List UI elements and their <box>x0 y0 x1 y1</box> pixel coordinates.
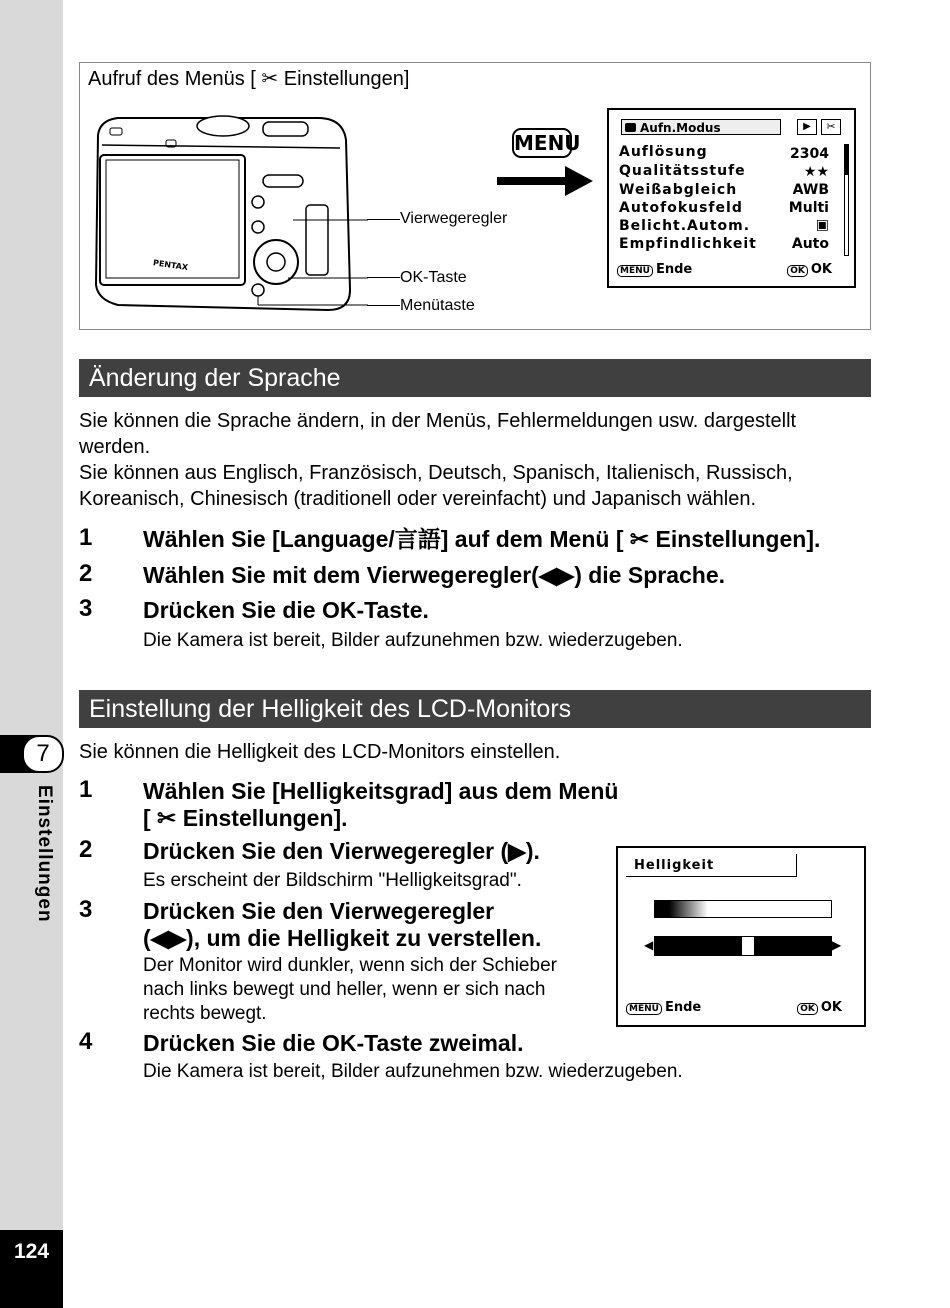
step-number: 2 <box>79 836 93 863</box>
step-title: Wählen Sie [Language/言語] auf dem Menü [ ✂ Einstellungen]. <box>143 526 821 552</box>
menu-row-label: Belicht.Autom. <box>619 218 751 234</box>
section-header: Einstellung der Helligkeit des LCD-Monitors <box>79 690 871 728</box>
slider-right-arrow-icon: ▶ <box>832 938 842 952</box>
menu-row-value: Multi <box>788 200 829 216</box>
section-header: Änderung der Sprache <box>79 359 871 397</box>
intro-line: werden. <box>79 436 151 458</box>
dial-callout: Vierwegeregler <box>400 210 508 227</box>
camera-illustration <box>88 100 368 315</box>
menu-key-icon: MENU <box>617 265 653 277</box>
slider-knob[interactable] <box>741 936 755 956</box>
step-title: Wählen Sie mit dem Vierwegeregler(◀▶) die Sprache. <box>143 562 726 588</box>
menu-tab-label: Aufn.Modus <box>640 121 721 135</box>
menu-row-value: Auto <box>791 236 829 252</box>
figure-title: Aufruf des Menüs [ ✂ Einstellungen] <box>88 68 410 90</box>
menu-key-icon: MENU <box>626 1003 662 1015</box>
intro-line: Sie können die Sprache ändern, in der Menüs, Fehlermeldungen usw. dargestellt <box>79 410 797 432</box>
brightness-title: Helligkeit <box>634 858 715 873</box>
menu-button-icon: MENU <box>512 128 572 158</box>
camera-icon <box>625 123 636 132</box>
menu-row-label: Empfindlichkeit <box>619 236 757 252</box>
menu-row-value: ▣ <box>815 217 829 233</box>
step-number: 3 <box>79 896 93 923</box>
step-number: 1 <box>79 524 93 551</box>
menu-row-value: 2304 <box>790 146 829 162</box>
settings-tab-icon: ✂ <box>821 119 841 135</box>
arrow-right-icon <box>497 166 593 196</box>
step-number: 2 <box>79 560 93 587</box>
menu-row-label: Weißabgleich <box>619 182 738 198</box>
section-intro <box>79 408 796 512</box>
end-label: Ende <box>664 1000 702 1015</box>
step-note: Der Monitor wird dunkler, wenn sich der Schieber nach links bewegt und heller, wenn er sich nach rechts bewegt. <box>143 955 557 1024</box>
chapter-label: Einstellungen <box>34 785 55 923</box>
brightness-screen <box>616 846 866 1027</box>
ok-key-icon: OK <box>797 1003 818 1015</box>
camera-brand: PENTAX <box>152 258 189 273</box>
step-title: Drücken Sie die OK-Taste zweimal. <box>143 1030 524 1056</box>
brightness-slider[interactable] <box>654 936 832 956</box>
menu-row-label: Autofokusfeld <box>619 200 743 216</box>
slider-left-arrow-icon: ◀ <box>644 938 654 952</box>
menu-row-label: Auflösung <box>619 144 708 160</box>
menu-row-label: Qualitätsstufe <box>619 163 746 179</box>
intro-line: Sie können aus Englisch, Französisch, Deutsch, Spanisch, Italienisch, Russisch, <box>79 462 793 484</box>
menu-row-value: AWB <box>792 182 829 198</box>
ok-callout: OK-Taste <box>400 269 467 286</box>
menu-tab-bar <box>621 119 781 135</box>
playback-tab-icon: ▶ <box>797 119 817 135</box>
section-intro: Sie können die Helligkeit des LCD-Monitors einstellen. <box>79 741 561 763</box>
step-title: Drücken Sie den Vierwegeregler (▶). <box>143 838 540 864</box>
step-note: Es erscheint der Bildschirm "Helligkeitsgrad". <box>143 870 522 891</box>
brightness-gradient <box>654 900 832 918</box>
step-note: Die Kamera ist bereit, Bilder aufzunehmen bzw. wiederzugeben. <box>143 630 683 651</box>
step-title: Wählen Sie [Helligkeitsgrad] aus dem Menü [ ✂ Einstellungen]. <box>143 778 619 831</box>
menu-callout: Menütaste <box>400 297 475 314</box>
ok-label: OK <box>820 1000 842 1015</box>
step-number: 3 <box>79 595 93 622</box>
step-number: 4 <box>79 1028 93 1055</box>
ok-label: OK <box>810 262 832 277</box>
step-number: 1 <box>79 776 93 803</box>
chapter-number: 7 <box>22 735 64 773</box>
step-title: Drücken Sie den Vierwegeregler (◀▶), um die Helligkeit zu verstellen. <box>143 898 542 951</box>
end-label: Ende <box>655 262 693 277</box>
scrollbar <box>844 144 849 256</box>
intro-line: Koreanisch, Chinesisch (traditionell oder vereinfacht) und Japanisch wählen. <box>79 488 757 510</box>
settings-menu-screen <box>607 108 856 288</box>
sidebar <box>0 0 63 1308</box>
page-number: 124 <box>14 1240 50 1263</box>
step-title: Drücken Sie die OK-Taste. <box>143 597 429 623</box>
step-note: Die Kamera ist bereit, Bilder aufzunehmen bzw. wiederzugeben. <box>143 1061 683 1082</box>
ok-key-icon: OK <box>787 265 808 277</box>
menu-row-value: ★★ <box>803 164 829 180</box>
